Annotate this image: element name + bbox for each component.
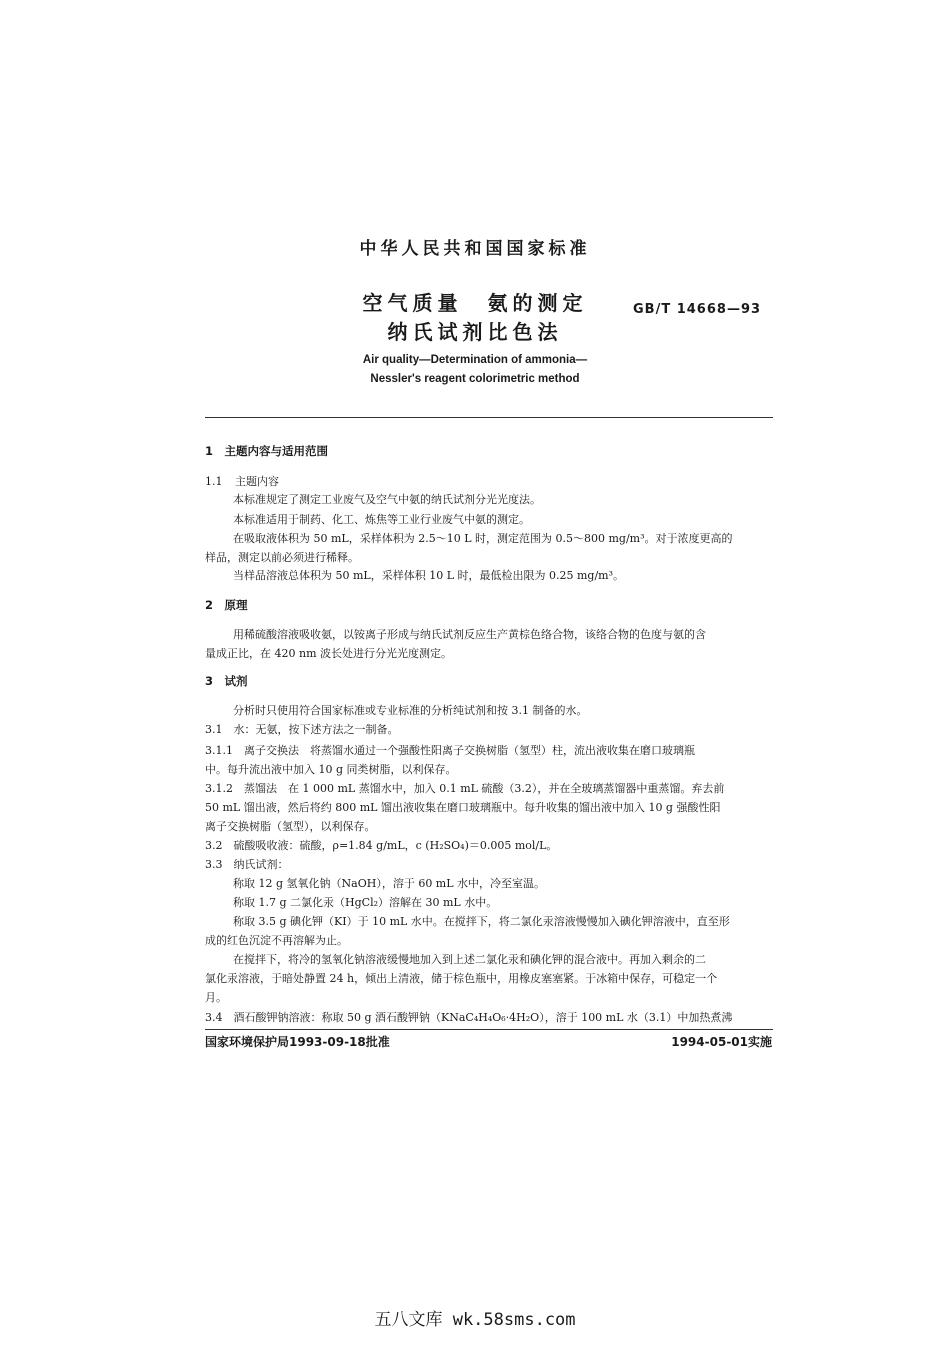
paragraph: 用稀硫酸溶液吸收氨，以铵离子形成与纳氏试剂反应生产黄棕色络合物，该络合物的色度与氨的含 — [233, 628, 706, 641]
section-1-1-title: 主题内容 — [235, 475, 279, 488]
section-1-1-heading — [205, 472, 773, 491]
paragraph: 称取 12 g 氢氧化钠（NaOH），溶于 60 mL 水中，冷至室温。 — [233, 877, 546, 890]
clause-3-1-2-continuation: 50 mL 馏出液，然后将约 800 mL 馏出液收集在磨口玻璃瓶中。每升收集的馏出液中加入 10 g 强酸性阳 — [205, 801, 721, 814]
paragraph: 当样品溶液总体积为 50 mL，采样体积 10 L 时，最低检出限为 0.25 mg/m³。 — [233, 569, 625, 582]
section-3-heading: 3 试剂 — [205, 674, 248, 688]
paragraph: 在吸取液体积为 50 mL，采样体积为 2.5～10 L 时，测定范围为 0.5～800 mg/m³。对于浓度更高的 — [233, 532, 733, 545]
standard-code: GB/T 14668—93 — [633, 302, 762, 317]
paragraph: 分析时只使用符合国家标准或专业标准的分析纯试剂和按 3.1 制备的水。 — [233, 704, 588, 717]
section-number: 1.1 — [205, 475, 223, 488]
paragraph-continuation: 月。 — [205, 991, 227, 1004]
approval-date: 国家环境保护局1993-09-18批准 — [205, 1035, 390, 1049]
paragraph: 在搅拌下，将冷的氢氧化钠溶液缓慢地加入到上述二氯化汞和碘化钾的混合液中。再加入剩余的二 — [233, 953, 706, 966]
paragraph-continuation: 成的红色沉淀不再溶解为止。 — [205, 934, 348, 947]
clause-3-1-1: 3.1.1 离子交换法 将蒸馏水通过一个强酸性阳离子交换树脂（氢型）柱，流出液收集在磨口玻璃瓶 — [205, 744, 695, 757]
paragraph: 本标准规定了测定工业废气及空气中氨的纳氏试剂分光光度法。 — [233, 493, 541, 506]
paragraph-continuation: 量成正比，在 420 nm 波长处进行分光光度测定。 — [205, 647, 452, 660]
title-line-2: 纳氏试剂比色法 — [387, 320, 563, 344]
title-line-1: 空气质量 氨的测定 — [362, 291, 588, 315]
paragraph: 本标准适用于制药、化工、炼焦等工业行业废气中氨的测定。 — [233, 513, 530, 526]
clause-3-1-2-continuation: 离子交换树脂（氢型），以利保存。 — [205, 820, 376, 833]
clause-3-1: 3.1 水：无氨，按下述方法之一制备。 — [205, 723, 399, 736]
section-2-heading: 2 原理 — [205, 598, 248, 612]
clause-3-3: 3.3 纳氏试剂： — [205, 858, 289, 871]
section-1-heading: 1 主题内容与适用范围 — [205, 444, 329, 458]
paragraph-continuation: 氯化汞溶液，于暗处静置 24 h，倾出上清液，储于棕色瓶中，用橡皮塞塞紧。于冰箱中保存，可稳定一个 — [205, 972, 718, 985]
paragraph: 称取 3.5 g 碘化钾（KI）于 10 mL 水中。在搅拌下，将二氯化汞溶液慢慢加入碘化钾溶液中，直至形 — [233, 915, 730, 928]
english-title-line-1: Air quality—Determination of ammonia— — [362, 354, 588, 366]
clause-3-1-1-continuation: 中。每升流出液中加入 10 g 同类树脂，以利保存。 — [205, 763, 457, 776]
clause-3-1-2: 3.1.2 蒸馏法 在 1 000 mL 蒸馏水中，加入 0.1 mL 硫酸（3.2），并在全玻璃蒸馏器中重蒸馏。弃去前 — [205, 782, 725, 795]
clause-3-2: 3.2 硫酸吸收液：硫酸，ρ=1.84 g/mL，c (H₂SO₄)＝0.005 mol/L。 — [205, 839, 558, 852]
header-divider — [205, 417, 773, 418]
implementation-date: 1994-05-01实施 — [671, 1035, 772, 1049]
clause-3-4: 3.4 酒石酸钾钠溶液：称取 50 g 酒石酸钾钠（KNaC₄H₄O₆·4H₂O），溶于 100 mL 水（3.1）中加热煮沸 — [205, 1011, 733, 1024]
national-standard-heading: 中华人民共和国国家标准 — [359, 239, 591, 259]
paragraph: 称取 1.7 g 二氯化汞（HgCl₂）溶解在 30 mL 水中。 — [233, 896, 498, 909]
watermark: 五八文库 wk.58sms.com — [374, 1310, 576, 1330]
paragraph-continuation: 样品，测定以前必须进行稀释。 — [205, 551, 359, 564]
footer-divider — [205, 1029, 773, 1030]
english-title-line-2: Nessler's reagent colorimetric method — [370, 373, 580, 385]
